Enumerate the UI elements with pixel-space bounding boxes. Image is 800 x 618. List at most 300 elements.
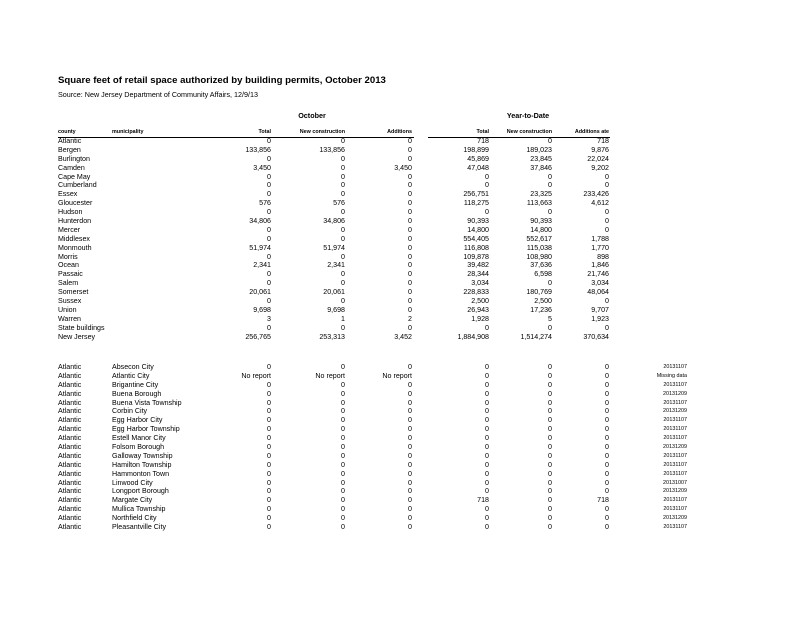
ytd-additions-cell: 9,876: [591, 145, 609, 154]
county-cell: Camden: [58, 163, 85, 172]
ytd-total-cell: 554,405: [463, 234, 489, 243]
county-cell: Atlantic: [58, 487, 82, 496]
oct-new-cell: 0: [341, 252, 345, 261]
ytd-additions-cell: 1,923: [591, 314, 609, 323]
oct-total-cell: 0: [267, 523, 271, 532]
ytd-total-cell: 0: [485, 363, 489, 371]
county-cell: Atlantic: [58, 451, 82, 460]
ytd-total-cell: 1,928: [471, 314, 489, 323]
ytd-additions-cell: 0: [605, 363, 609, 371]
oct-additions-cell: 0: [408, 190, 412, 199]
oct-additions-cell: 0: [408, 234, 412, 243]
oct-additions-cell: 0: [408, 199, 412, 208]
county-cell: Atlantic: [58, 505, 82, 514]
oct-total-cell: 0: [267, 270, 271, 279]
oct-total-cell: 0: [267, 279, 271, 288]
municipality-cell: Brigantine City: [112, 380, 159, 389]
ytd-new-cell: 180,769: [526, 288, 552, 297]
october-group-header: October: [298, 111, 326, 120]
ytd-additions-cell: 9,202: [591, 163, 609, 172]
oct-additions-cell: 0: [408, 225, 412, 234]
municipality-cell: Hamilton Township: [112, 460, 172, 469]
oct-additions-cell: 0: [408, 523, 412, 532]
county-cell: Atlantic: [58, 469, 82, 478]
ytd-total-cell: 718: [477, 496, 489, 505]
ytd-new-cell: 0: [548, 469, 552, 478]
oct-new-cell: 0: [341, 208, 345, 217]
ytd-total-cell: 0: [485, 323, 489, 332]
municipality-cell: Pleasantville City: [112, 523, 167, 532]
ytd-new-cell: 0: [548, 181, 552, 190]
oct-total-cell: 576: [259, 199, 271, 208]
ytd-additions-cell: 0: [605, 425, 609, 434]
county-cell: Union: [58, 305, 77, 314]
ytd-total-cell: 0: [485, 389, 489, 398]
oct-additions-cell: 0: [408, 416, 412, 425]
table-row: [0, 279, 800, 288]
oct-total-cell: 0: [267, 252, 271, 261]
ytd-new-cell: 0: [548, 434, 552, 443]
ytd-additions-cell: 22,024: [587, 154, 609, 163]
ytd-additions-cell: 718: [597, 496, 609, 505]
ytd-additions-cell: 0: [605, 181, 609, 190]
oct-additions-cell: 0: [408, 505, 412, 514]
ytd-total-cell: 1,884,908: [457, 332, 489, 341]
ytd-new-cell: 2,500: [534, 297, 552, 306]
oct-additions-cell: 0: [408, 469, 412, 478]
report-date-cell: 20131107: [663, 417, 687, 424]
ytd-new-cell: 0: [548, 208, 552, 217]
ytd-total-cell: 0: [485, 478, 489, 487]
table-row: [0, 523, 800, 532]
report-date-cell: 20131209: [663, 488, 687, 495]
oct-new-cell: 9,698: [327, 305, 345, 314]
table-row: [0, 324, 800, 333]
ytd-new-cell: 0: [548, 389, 552, 398]
county-cell: Morris: [58, 252, 78, 261]
oct-additions-cell: 0: [408, 252, 412, 261]
oct-new-cell: 2,341: [327, 261, 345, 270]
table-row: [0, 407, 800, 416]
oct-new-cell: 20,061: [323, 288, 345, 297]
table-row: [0, 381, 800, 390]
oct-additions-cell: 3,452: [394, 332, 412, 341]
oct-additions-cell: 0: [408, 270, 412, 279]
ytd-additions-cell: 48,064: [587, 288, 609, 297]
county-cell: Atlantic: [58, 389, 82, 398]
ytd-additions-cell: 0: [605, 371, 609, 380]
county-cell: Atlantic: [58, 443, 82, 452]
ytd-total-cell: 2,500: [471, 297, 489, 306]
ytd-additions-cell: 0: [605, 398, 609, 407]
county-cell: Atlantic: [58, 398, 82, 407]
ytd-total-cell: 0: [485, 416, 489, 425]
ytd-new-cell: 189,023: [526, 145, 552, 154]
oct-additions-cell: 0: [408, 137, 412, 145]
oct-additions-cell: 0: [408, 514, 412, 523]
ytd-additions-cell: 0: [605, 389, 609, 398]
county-cell: Atlantic: [58, 460, 82, 469]
table-row: [0, 496, 800, 505]
county-cell: Warren: [58, 314, 81, 323]
municipality-cell: Margate City: [112, 496, 153, 505]
ytd-total-cell: 0: [485, 425, 489, 434]
ytd-additions-cell: 370,634: [583, 332, 609, 341]
ytd-additions-cell: 0: [605, 460, 609, 469]
oct-total-cell: 20,061: [249, 288, 271, 297]
report-date-cell: 20131007: [663, 479, 687, 486]
ytd-additions-cell: 0: [605, 478, 609, 487]
ytd-total-cell: 0: [485, 451, 489, 460]
county-cell: Salem: [58, 279, 79, 288]
county-cell: Atlantic: [58, 523, 82, 532]
ytd-additions-cell: 0: [605, 217, 609, 226]
report-date-cell: 20131209: [663, 390, 687, 397]
oct-new-cell: 0: [341, 469, 345, 478]
ytd-total-cell: 45,869: [467, 154, 489, 163]
ytd-new-cell: 23,845: [530, 154, 552, 163]
oct-new-cell: 0: [341, 154, 345, 163]
ytd-additions-cell: 0: [605, 172, 609, 181]
table-row: [0, 253, 800, 262]
oct-total-cell: 0: [267, 181, 271, 190]
oct-new-cell: 0: [341, 297, 345, 306]
oct-new-cell: 0: [341, 163, 345, 172]
ytd-total-cell: 256,751: [463, 190, 489, 199]
ytd-new-cell: 0: [548, 363, 552, 371]
ytd-new-cell: 113,663: [526, 199, 552, 208]
ytd-additions-cell: 0: [605, 416, 609, 425]
report-date-cell: 20131107: [663, 426, 687, 433]
table-row: [0, 315, 800, 324]
oct-total-cell: 0: [267, 323, 271, 332]
table-row: [0, 173, 800, 182]
ytd-additions-cell: 1,770: [591, 243, 609, 252]
oct-total-cell: 0: [267, 225, 271, 234]
ytd-additions-cell: 1,788: [591, 234, 609, 243]
oct-new-cell: 0: [341, 460, 345, 469]
ytd-new-cell: 0: [548, 323, 552, 332]
ytd-total-cell: 116,808: [463, 243, 489, 252]
oct-new-cell: 0: [341, 225, 345, 234]
ytd-new-cell: 0: [548, 478, 552, 487]
table-row: [0, 443, 800, 452]
oct-new-cell: 0: [341, 416, 345, 425]
ytd-additions-cell: 0: [605, 443, 609, 452]
oct-new-cell: 0: [341, 398, 345, 407]
oct-new-cell: 0: [341, 487, 345, 496]
report-date-cell: 20131107: [663, 452, 687, 459]
municipality-cell: Hammonton Town: [112, 469, 170, 478]
table-row: [0, 505, 800, 514]
municipality-cell: Northfield City: [112, 514, 157, 523]
ytd-new-cell: 0: [548, 514, 552, 523]
county-cell: Atlantic: [58, 380, 82, 389]
report-date-cell: 20131107: [663, 435, 687, 442]
table-row: [0, 470, 800, 479]
ytd-additions-cell: 0: [605, 208, 609, 217]
oct-new-cell: 0: [341, 505, 345, 514]
oct-total-cell: 0: [267, 154, 271, 163]
ytd-new-cell: 0: [548, 172, 552, 181]
ytd-total-column-header: Total: [476, 129, 489, 135]
ytd-additions-cell: 4,612: [591, 199, 609, 208]
ytd-additions-cell: 9,707: [591, 305, 609, 314]
ytd-additions-cell: 0: [605, 323, 609, 332]
oct-new-cell: 0: [341, 172, 345, 181]
ytd-total-cell: 0: [485, 172, 489, 181]
table-row: [0, 288, 800, 297]
oct-total-cell: 0: [267, 451, 271, 460]
ytd-new-cell: 90,393: [530, 217, 552, 226]
ytd-new-cell: 0: [548, 380, 552, 389]
oct-new-cell: 0: [341, 434, 345, 443]
oct-total-cell: 2,341: [253, 261, 271, 270]
table-row: [0, 164, 800, 173]
oct-total-cell: 51,974: [249, 243, 271, 252]
county-cell: Atlantic: [58, 478, 82, 487]
report-date-cell: 20131107: [663, 364, 687, 370]
ytd-additions-cell: 0: [605, 407, 609, 416]
municipality-cell: Linwood City: [112, 478, 153, 487]
ytd-additions-cell: 0: [605, 380, 609, 389]
ytd-new-cell: 23,325: [530, 190, 552, 199]
county-cell: Atlantic: [58, 514, 82, 523]
ytd-total-cell: 198,899: [463, 145, 489, 154]
municipality-cell: Galloway Township: [112, 451, 173, 460]
oct-total-cell: No report: [241, 371, 271, 380]
municipality-cell: Corbin City: [112, 407, 148, 416]
oct-total-cell: 0: [267, 380, 271, 389]
municipality-cell: Mullica Township: [112, 505, 166, 514]
ytd-new-cell: 0: [548, 460, 552, 469]
ytd-new-cell: 17,236: [530, 305, 552, 314]
report-date-cell: 20131107: [663, 461, 687, 468]
ytd-new-cell: 0: [548, 371, 552, 380]
ytd-new-cell: 0: [548, 398, 552, 407]
county-cell: Atlantic: [58, 407, 82, 416]
table-row: [0, 199, 800, 208]
ytd-total-cell: 14,800: [467, 225, 489, 234]
oct-total-cell: 0: [267, 407, 271, 416]
table-row: [0, 226, 800, 235]
ytd-total-cell: 0: [485, 505, 489, 514]
report-date-cell: 20131209: [663, 444, 687, 451]
oct-total-cell: 0: [267, 172, 271, 181]
county-cell: Bergen: [58, 145, 81, 154]
ytd-new-cell: 37,846: [530, 163, 552, 172]
ytd-total-cell: 0: [485, 208, 489, 217]
ytd-new-cell: 14,800: [530, 225, 552, 234]
ytd-additions-cell: 0: [605, 505, 609, 514]
ytd-new-cell: 0: [548, 523, 552, 532]
ytd-total-cell: 0: [485, 434, 489, 443]
ytd-new-cell: 108,980: [526, 252, 552, 261]
table-row: [0, 479, 800, 488]
oct-total-cell: 0: [267, 496, 271, 505]
oct-new-cell: No report: [315, 371, 345, 380]
oct-additions-cell: 2: [408, 314, 412, 323]
county-cell: Ocean: [58, 261, 79, 270]
report-date-cell: Missing data: [656, 372, 687, 379]
oct-new-column-header: New construction: [299, 129, 345, 135]
report-title: Square feet of retail space authorized by building permits, October 2013: [58, 75, 386, 86]
municipality-cell: Egg Harbor City: [112, 416, 163, 425]
ytd-new-cell: 0: [548, 451, 552, 460]
ytd-total-cell: 228,833: [463, 288, 489, 297]
table-row: [0, 514, 800, 523]
municipality-cell: Atlantic City: [112, 371, 150, 380]
oct-new-cell: 576: [333, 199, 345, 208]
oct-new-cell: 0: [341, 451, 345, 460]
oct-additions-cell: 0: [408, 279, 412, 288]
county-cell: Passaic: [58, 270, 83, 279]
ytd-new-cell: 0: [548, 443, 552, 452]
ytd-total-cell: 39,482: [467, 261, 489, 270]
county-cell: Atlantic: [58, 496, 82, 505]
ytd-new-cell: 115,038: [526, 243, 552, 252]
municipality-cell: Buena Vista Township: [112, 398, 182, 407]
ytd-additions-cell: 0: [605, 523, 609, 532]
county-cell: Sussex: [58, 297, 82, 306]
oct-total-cell: 0: [267, 363, 271, 371]
ytd-new-cell: 5: [548, 314, 552, 323]
oct-new-cell: 0: [341, 478, 345, 487]
ytd-additions-cell: 0: [605, 514, 609, 523]
ytd-total-cell: 0: [485, 407, 489, 416]
oct-additions-cell: 3,450: [394, 163, 412, 172]
table-row: [0, 297, 800, 306]
municipality-cell: Estell Manor City: [112, 434, 166, 443]
oct-additions-cell: 0: [408, 305, 412, 314]
ytd-total-cell: 47,048: [467, 163, 489, 172]
report-date-cell: 20131107: [663, 470, 687, 477]
ytd-additions-column-header: Additions ate: [574, 129, 609, 135]
table-row: [0, 208, 800, 217]
table-row: [0, 390, 800, 399]
ytd-total-cell: 28,344: [467, 270, 489, 279]
oct-total-cell: 0: [267, 190, 271, 199]
ytd-new-cell: 0: [548, 487, 552, 496]
ytd-additions-cell: 0: [605, 434, 609, 443]
table-row: [0, 425, 800, 434]
county-cell: Mercer: [58, 225, 81, 234]
oct-total-cell: 0: [267, 514, 271, 523]
oct-additions-cell: 0: [408, 434, 412, 443]
oct-additions-cell: 0: [408, 496, 412, 505]
oct-new-cell: 0: [341, 234, 345, 243]
oct-total-cell: 0: [267, 425, 271, 434]
ytd-total-cell: 0: [485, 371, 489, 380]
ytd-new-cell: 6,598: [534, 270, 552, 279]
oct-additions-cell: 0: [408, 487, 412, 496]
oct-new-cell: 0: [341, 270, 345, 279]
ytd-new-cell: 0: [548, 496, 552, 505]
oct-total-cell: 0: [267, 434, 271, 443]
ytd-new-cell: 0: [548, 407, 552, 416]
oct-total-cell: 34,806: [249, 217, 271, 226]
oct-additions-cell: 0: [408, 154, 412, 163]
table-row: [0, 306, 800, 315]
county-cell: Atlantic: [58, 371, 82, 380]
ytd-new-cell: 0: [548, 279, 552, 288]
ytd-total-cell: 0: [485, 514, 489, 523]
oct-new-cell: 0: [341, 279, 345, 288]
county-cell: Atlantic: [58, 425, 82, 434]
municipality-cell: Buena Borough: [112, 389, 162, 398]
ytd-additions-cell: 718: [597, 137, 609, 145]
oct-new-cell: 0: [341, 190, 345, 199]
oct-total-column-header: Total: [258, 129, 271, 135]
oct-new-cell: 34,806: [323, 217, 345, 226]
oct-new-cell: 133,856: [319, 145, 345, 154]
oct-new-cell: 0: [341, 389, 345, 398]
ytd-additions-cell: 0: [605, 469, 609, 478]
municipality-cell: Longport Borough: [112, 487, 169, 496]
oct-new-cell: 0: [341, 514, 345, 523]
table-row: [0, 333, 800, 342]
oct-total-cell: 0: [267, 469, 271, 478]
ytd-additions-cell: 898: [597, 252, 609, 261]
table-row: [0, 261, 800, 270]
table-row: [0, 155, 800, 164]
oct-total-cell: 0: [267, 460, 271, 469]
ytd-total-cell: 0: [485, 523, 489, 532]
municipality-cell: Absecon City: [112, 363, 154, 371]
ytd-additions-cell: 21,746: [587, 270, 609, 279]
table-row: [0, 217, 800, 226]
ytd-group-header: Year-to-Date: [506, 111, 550, 120]
table-row: [0, 146, 800, 155]
oct-additions-cell: 0: [408, 261, 412, 270]
oct-additions-cell: 0: [408, 297, 412, 306]
county-cell: Atlantic: [58, 434, 82, 443]
county-cell: Cumberland: [58, 181, 97, 190]
municipality-column-header: municipality: [112, 129, 144, 135]
ytd-total-cell: 0: [485, 469, 489, 478]
table-row: [0, 399, 800, 408]
oct-total-cell: 0: [267, 487, 271, 496]
oct-new-cell: 0: [341, 407, 345, 416]
county-cell: Cape May: [58, 172, 91, 181]
oct-new-cell: 0: [341, 496, 345, 505]
ytd-total-cell: 0: [485, 443, 489, 452]
oct-total-cell: 0: [267, 478, 271, 487]
oct-new-cell: 0: [341, 323, 345, 332]
oct-additions-cell: No report: [382, 371, 412, 380]
report-date-cell: 20131209: [663, 408, 687, 415]
table-row: [0, 452, 800, 461]
ytd-total-cell: 0: [485, 487, 489, 496]
ytd-additions-cell: 1,846: [591, 261, 609, 270]
ytd-total-cell: 718: [477, 137, 489, 145]
report-date-cell: 20131107: [663, 506, 687, 513]
table-row: [0, 181, 800, 190]
oct-total-cell: 3,450: [253, 163, 271, 172]
oct-additions-cell: 0: [408, 407, 412, 416]
oct-total-cell: 0: [267, 416, 271, 425]
county-cell: Hudson: [58, 208, 83, 217]
ytd-new-cell: 0: [548, 425, 552, 434]
oct-additions-cell: 0: [408, 363, 412, 371]
ytd-total-cell: 90,393: [467, 217, 489, 226]
oct-additions-cell: 0: [408, 323, 412, 332]
oct-additions-cell: 0: [408, 208, 412, 217]
table-row: [0, 190, 800, 199]
ytd-additions-cell: 0: [605, 225, 609, 234]
report-source: Source: New Jersey Department of Community Affairs, 12/9/13: [58, 90, 259, 99]
ytd-new-cell: 0: [548, 416, 552, 425]
